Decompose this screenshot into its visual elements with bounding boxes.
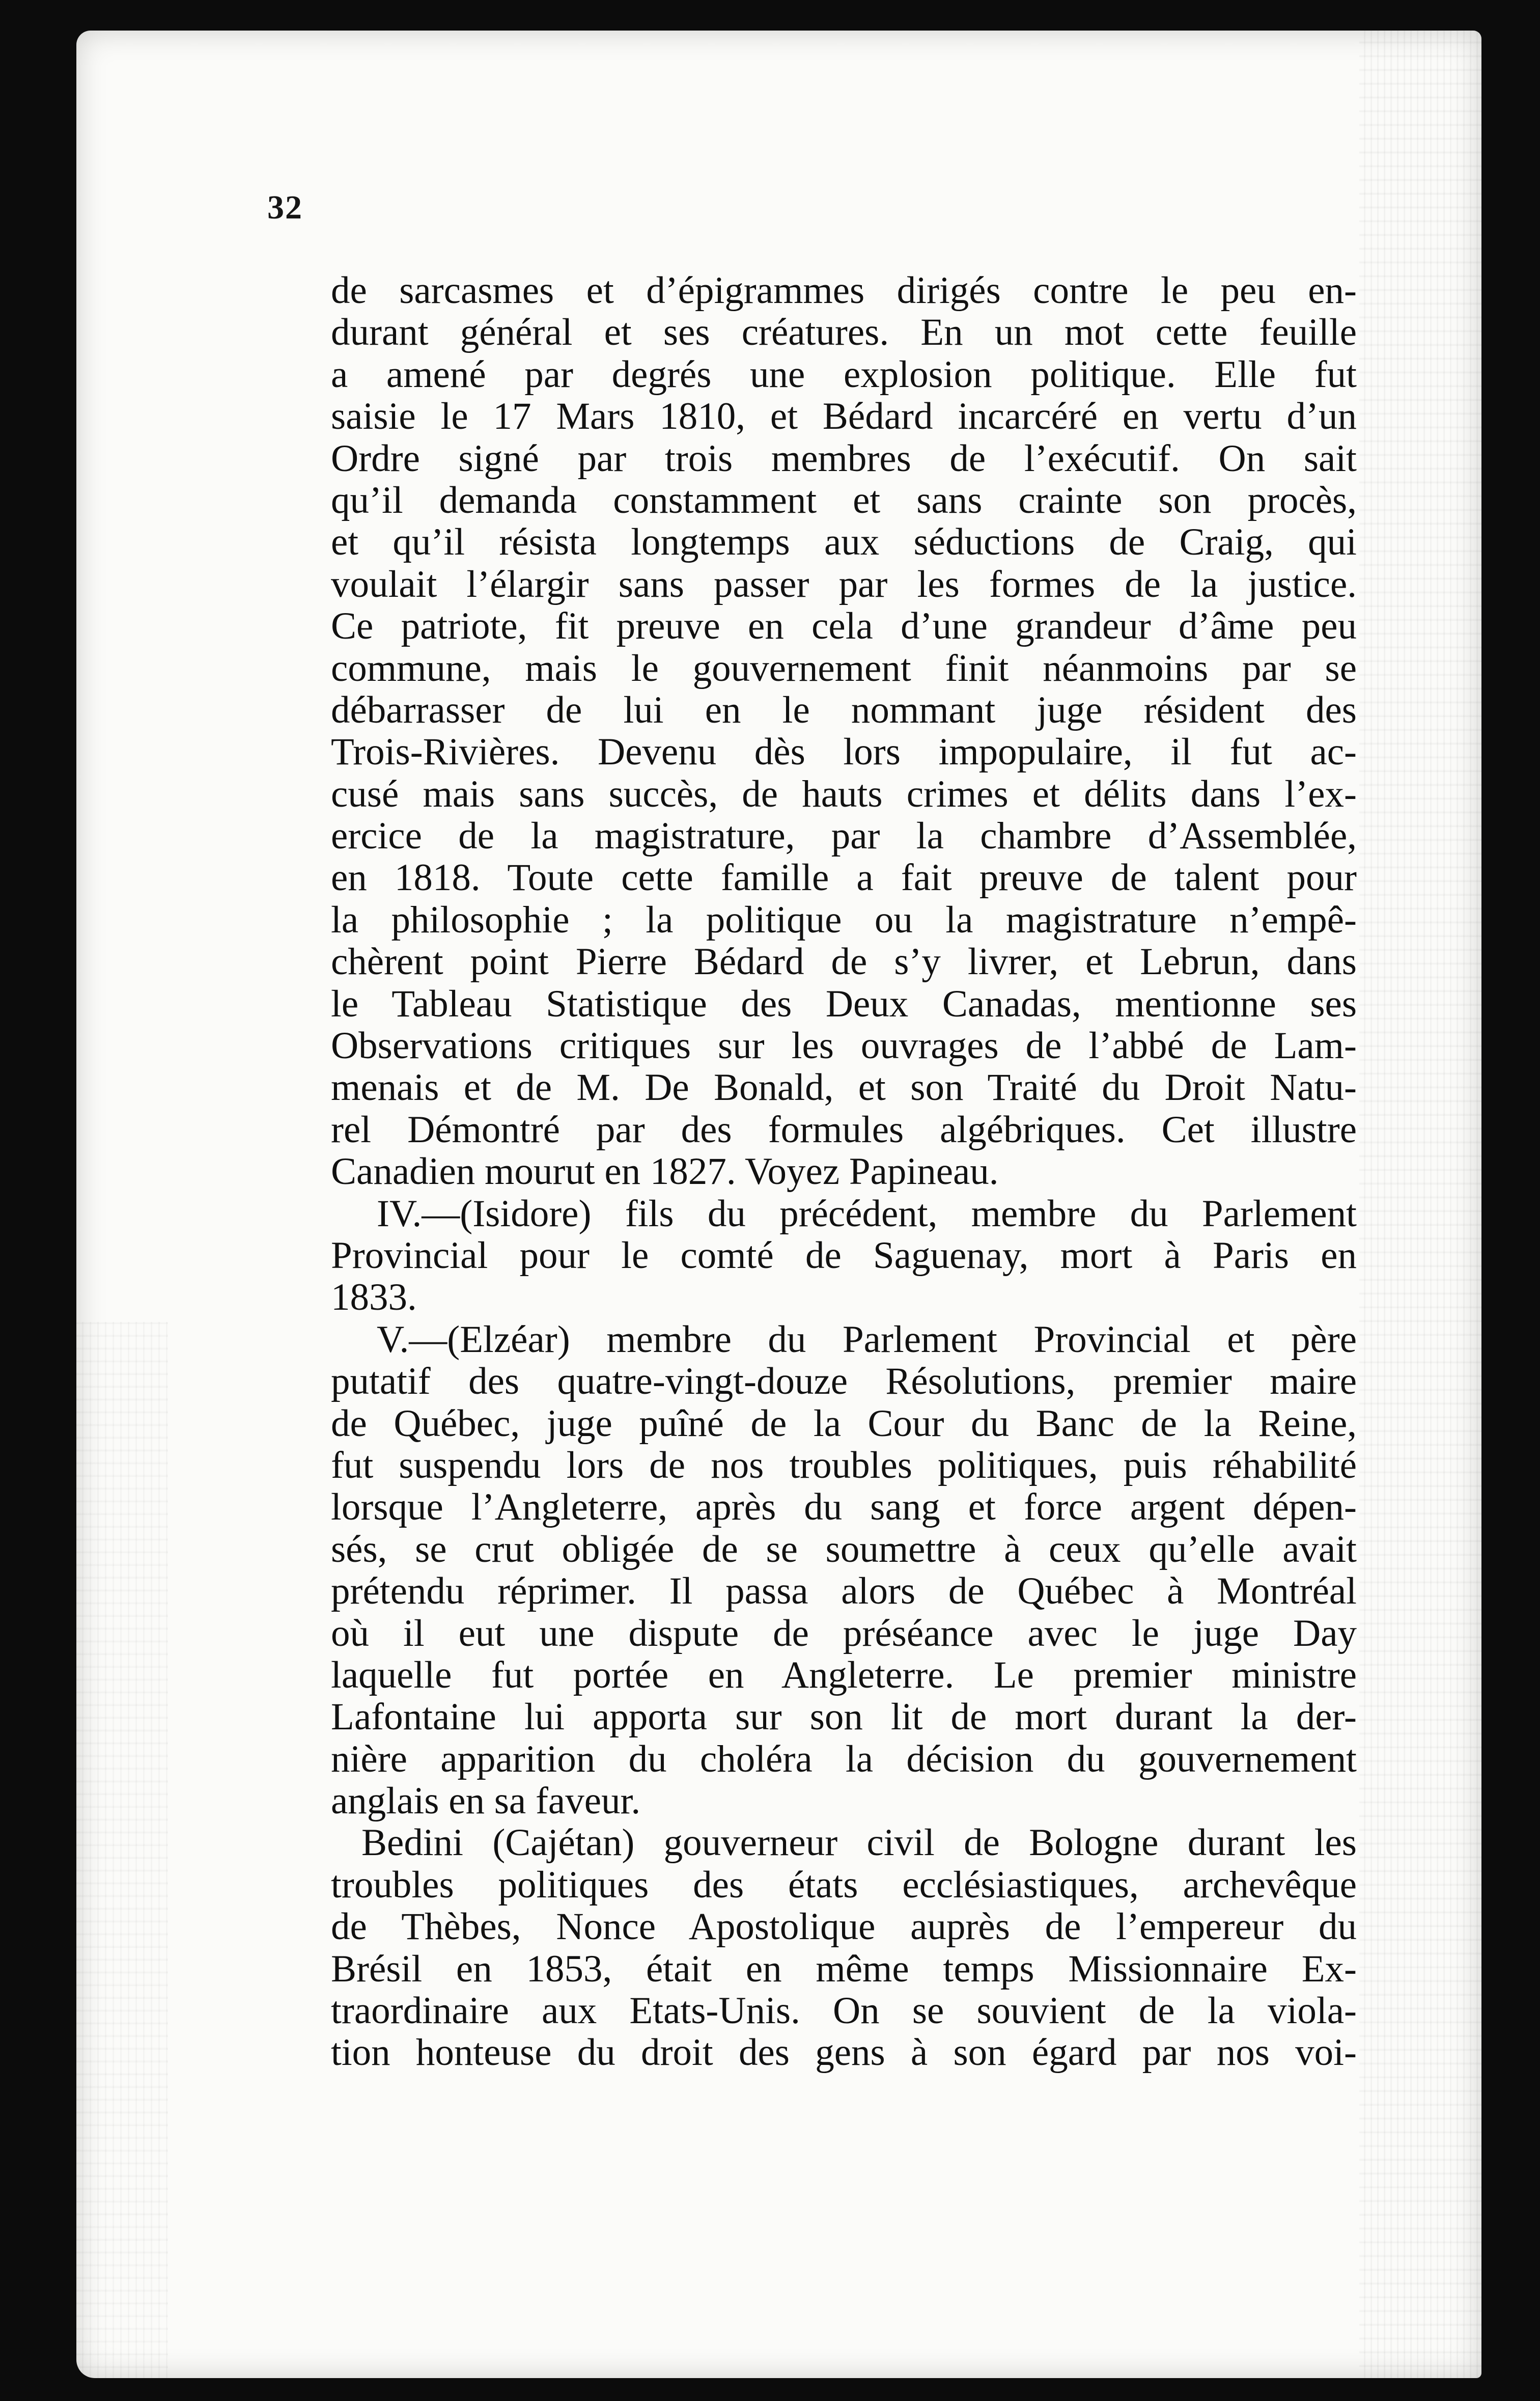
text-line: Bedini (Cajétan) gouverneur civil de Bologne durant les	[361, 1822, 1357, 1864]
text-line: de Québec, juge puîné de la Cour du Banc de la Reine,	[331, 1402, 1357, 1445]
text-line: de Thèbes, Nonce Apostolique auprès de l’empereur du	[331, 1906, 1357, 1948]
text-line: Canadien mourut en 1827. Voyez Papineau.	[331, 1151, 999, 1193]
text-line: Trois-Rivières. Devenu dès lors impopulaire, il fut ac-	[331, 731, 1357, 774]
text-line: V.—(Elzéar) membre du Parlement Provincial et père	[377, 1318, 1357, 1361]
text-line: traordinaire aux Etats-Unis. On se souvient de la viola-	[331, 1990, 1357, 2032]
text-line: menais et de M. De Bonald, et son Traité du Droit Natu-	[331, 1067, 1357, 1109]
text-line: sés, se crut obligée de se soumettre à ceux qu’elle avait	[331, 1528, 1357, 1570]
page-edge-shadow	[1359, 31, 1481, 2378]
text-line: 1833.	[331, 1277, 417, 1319]
text-line: saisie le 17 Mars 1810, et Bédard incarcéré en vertu d’un	[331, 396, 1357, 438]
text-line: rel Démontré par des formules algébriques. Cet illustre	[331, 1109, 1357, 1151]
text-line: Lafontaine lui apporta sur son lit de mort durant la der-	[331, 1696, 1357, 1738]
text-line: tion honteuse du droit des gens à son égard par nos voi-	[331, 2032, 1357, 2074]
text-line: chèrent point Pierre Bédard de s’y livrer, et Lebrun, dans	[331, 941, 1357, 983]
page-edge-shadow-left	[76, 1322, 168, 2379]
text-line: prétendu réprimer. Il passa alors de Québec à Montréal	[331, 1570, 1357, 1613]
text-line: laquelle fut portée en Angleterre. Le premier ministre	[331, 1654, 1357, 1696]
text-line: la philosophie ; la politique ou la magistrature n’empê-	[331, 899, 1357, 941]
text-line: le Tableau Statistique des Deux Canadas, mentionne ses	[331, 983, 1357, 1025]
text-line: commune, mais le gouvernement finit néanmoins par se	[331, 647, 1357, 689]
text-line: de sarcasmes et d’épigrammes dirigés contre le peu en-	[331, 270, 1357, 312]
text-line: Provincial pour le comté de Saguenay, mort à Paris en	[331, 1234, 1357, 1277]
text-line: nière apparition du choléra la décision du gouvernement	[331, 1738, 1357, 1780]
body-text	[331, 270, 1357, 2074]
text-line: en 1818. Toute cette famille a fait preuve de talent pour	[331, 857, 1357, 899]
text-line: Ce patriote, fit preuve en cela d’une grandeur d’âme peu	[331, 605, 1357, 648]
text-line: voulait l’élargir sans passer par les formes de la justice.	[331, 563, 1357, 605]
text-line: anglais en sa faveur.	[331, 1780, 641, 1823]
text-line: fut suspendu lors de nos troubles politiques, puis réhabilité	[331, 1444, 1357, 1486]
text-line: ercice de la magistrature, par la chambre d’Assemblée,	[331, 815, 1357, 858]
text-line: Ordre signé par trois membres de l’exécutif. On sait	[331, 437, 1357, 480]
text-line: et qu’il résista longtemps aux séductions de Craig, qui	[331, 521, 1357, 564]
text-line: IV.—(Isidore) fils du précédent, membre du Parlement	[377, 1193, 1357, 1235]
text-line: où il eut une dispute de préséance avec le juge Day	[331, 1612, 1357, 1654]
text-line: a amené par degrés une explosion politique. Elle fut	[331, 353, 1357, 396]
text-line: qu’il demanda constamment et sans crainte son procès,	[331, 479, 1357, 521]
text-line: Observations critiques sur les ouvrages de l’abbé de Lam-	[331, 1025, 1357, 1067]
text-line: troubles politiques des états ecclésiastiques, archevêque	[331, 1864, 1357, 1906]
text-line: cusé mais sans succès, de hauts crimes et délits dans l’ex-	[331, 773, 1357, 815]
page-number: 32	[267, 189, 303, 226]
text-line: lorsque l’Angleterre, après du sang et force argent dépen-	[331, 1486, 1357, 1529]
text-line: débarrasser de lui en le nommant juge résident des	[331, 689, 1357, 731]
text-line: Brésil en 1853, était en même temps Missionnaire Ex-	[331, 1948, 1357, 1990]
text-line: putatif des quatre-vingt-douze Résolutions, premier maire	[331, 1361, 1357, 1403]
text-line: durant général et ses créatures. En un mot cette feuille	[331, 312, 1357, 354]
